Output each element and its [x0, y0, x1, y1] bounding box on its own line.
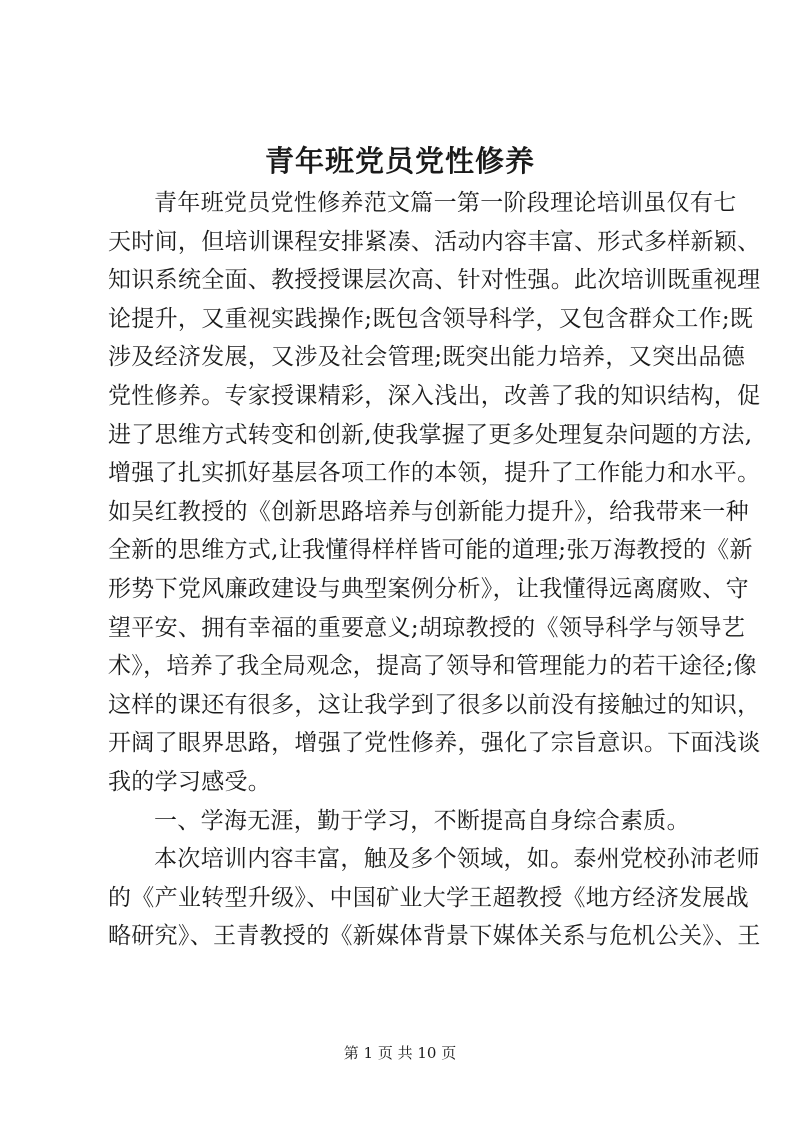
paragraph-line: 增强了扎实抓好基层各项工作的本领，提升了工作能力和水平。 [108, 460, 761, 487]
paragraph-line: 涉及经济发展，又涉及社会管理;既突出能力培养，又突出品德 [108, 344, 746, 371]
paragraph-line: 全新的思维方式,让我懂得样样皆可能的道理;张万海教授的《新 [108, 537, 753, 564]
paragraph-line: 我的学习感受。 [108, 768, 272, 795]
paragraph-line: 天时间，但培训课程安排紧凑、活动内容丰富、形式多样新颖、 [108, 228, 761, 255]
document-title: 青年班党员党性修养 [264, 144, 535, 178]
paragraph-line: 本次培训内容丰富，触及多个领域，如。泰州党校孙沛老师 [154, 846, 760, 873]
paragraph-line: 进了思维方式转变和创新,使我掌握了更多处理复杂问题的方法, [108, 421, 753, 448]
paragraph-line: 的《产业转型升级》、中国矿业大学王超教授《地方经济发展战 [108, 884, 749, 911]
section-heading: 一、学海无涯，勤于学习，不断提高自身综合素质。 [154, 807, 690, 834]
paragraph-line: 党性修养。专家授课精彩，深入浅出，改善了我的知识结构，促 [108, 382, 761, 409]
paragraph-line: 术》，培养了我全局观念，提高了领导和管理能力的若干途径;像 [108, 653, 757, 680]
paragraph-line: 知识系统全面、教授授课层次高、针对性强。此次培训既重视理 [108, 267, 761, 294]
paragraph-line: 形势下党风廉政建设与典型案例分析》，让我懂得远离腐败、守 [108, 575, 749, 602]
page-number: 第 1 页 共 10 页 [343, 1044, 457, 1062]
paragraph-line: 开阔了眼界思路，增强了党性修养，强化了宗旨意识。下面浅谈 [108, 730, 761, 757]
paragraph-line: 论提升，又重视实践操作;既包含领导科学，又包含群众工作;既 [108, 305, 754, 332]
paragraph-line: 如吴红教授的《创新思路培养与创新能力提升》，给我带来一种 [108, 498, 749, 525]
paragraph-line: 略研究》、王青教授的《新媒体背景下媒体关系与危机公关》、王 [108, 923, 761, 950]
paragraph-line: 这样的课还有很多，这让我学到了很多以前没有接触过的知识， [108, 691, 761, 718]
paragraph-line: 望平安、拥有幸福的重要意义;胡琼教授的《领导科学与领导艺 [108, 614, 746, 641]
paragraph-line: 青年班党员党性修养范文篇一第一阶段理论培训虽仅有七 [154, 190, 737, 216]
document-body [108, 184, 761, 956]
